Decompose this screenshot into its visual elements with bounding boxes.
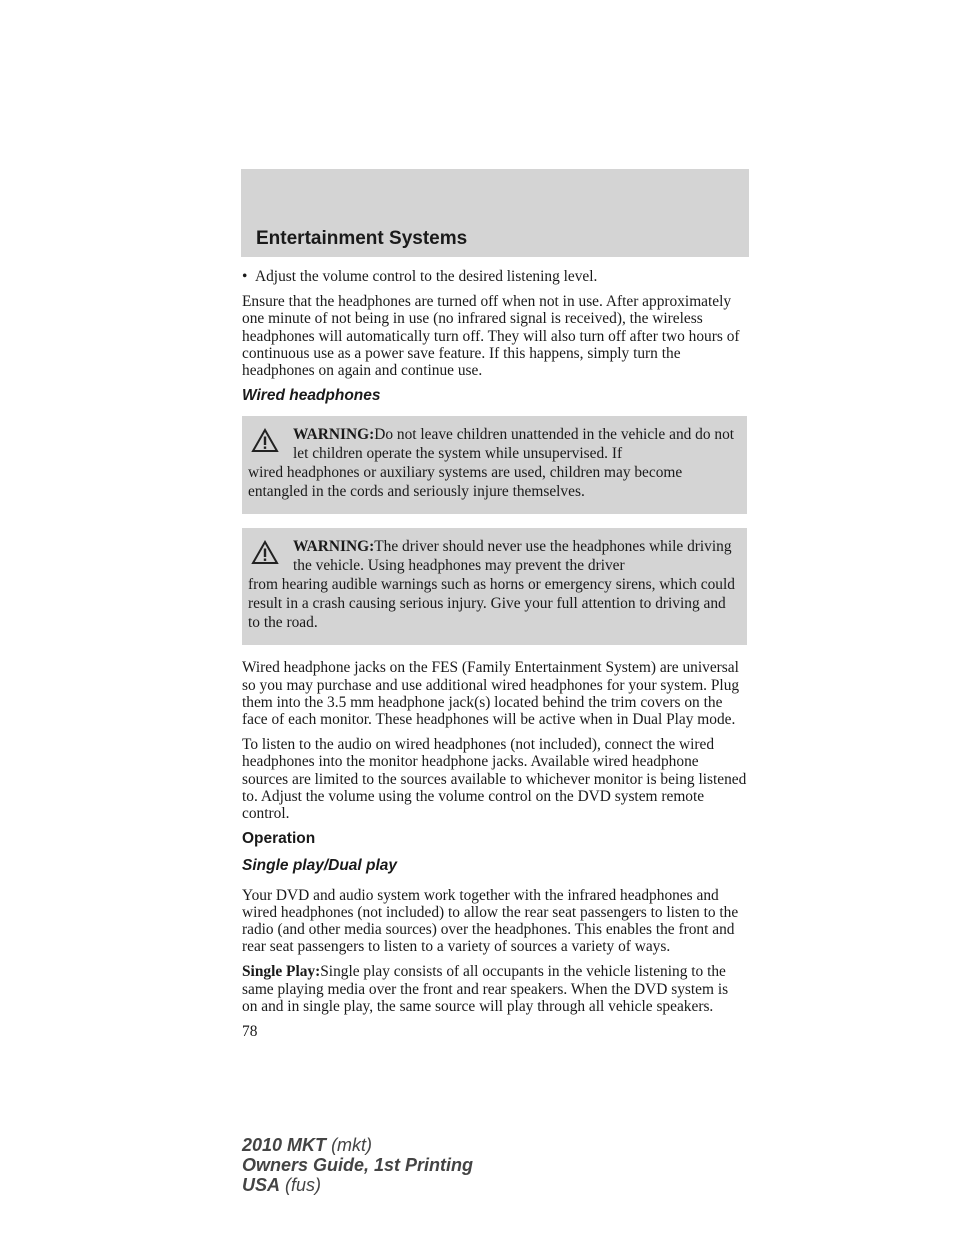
bullet-dot-icon: •	[242, 268, 248, 285]
paragraph-power-save: Ensure that the headphones are turned off when not in use. After approximately one minute of not being in use (no infrared signal is received), the wireless headphones will automatically turn off. They will also turn off after two hours of continuous use as a power save feature. If this happens, simply turn the headphones on again and continue use.	[242, 293, 740, 380]
footer-guide: Owners Guide, 1st Printing	[242, 1155, 474, 1175]
footer-model: 2010 MKT	[242, 1135, 327, 1155]
footer-model-code: (mkt)	[331, 1135, 373, 1155]
footer-region: USA	[242, 1175, 281, 1195]
paragraph-wired-jacks: Wired headphone jacks on the FES (Family Entertainment System) are universal so you may purchase and use additional wired headphones for your system. Plug them into the 3.5 mm headphone jack(s) located behind the trim covers on the face of each monitor. These headphones will be active when in Dual Play mode.	[242, 659, 740, 729]
heading-single-dual-play: Single play/Dual play	[242, 857, 398, 875]
paragraph-single-play	[242, 963, 747, 1015]
warning-box-driver	[242, 528, 747, 645]
single-play-label: Single Play:	[242, 963, 321, 981]
heading-wired-headphones: Wired headphones	[242, 387, 381, 405]
page-number: 78	[242, 1023, 258, 1041]
warning-text-start: The driver should never use the headphones while driving the vehicle. Using headphones may prevent the driver	[293, 538, 732, 575]
section-title: Entertainment Systems	[256, 228, 468, 249]
warning-triangle-icon	[251, 540, 279, 565]
heading-operation: Operation	[242, 830, 316, 848]
warning-first-lines	[248, 537, 741, 575]
warning-label: WARNING:	[293, 426, 375, 444]
bullet-item	[242, 268, 747, 285]
warning-text-rest: wired headphones or auxiliary systems are used, children may become entangled in the cords and seriously injure themselves.	[248, 464, 683, 501]
warning-first-lines	[248, 425, 741, 463]
paragraph-dvd-audio: Your DVD and audio system work together with the infrared headphones and wired headphones (not included) to allow the rear seat passengers to listen to the radio (and other media sources) over the headphones. This enables the front and rear seat passengers to listen to a variety of sources a variety of ways.	[242, 886, 739, 956]
footer-line-model	[242, 1135, 473, 1155]
footer-line-region	[242, 1175, 473, 1195]
page-content	[242, 268, 747, 1040]
warning-text-rest: from hearing audible warnings such as horns or emergency sirens, which could result in a crash causing serious injury. Give your full attention to driving and to the road.	[248, 576, 735, 632]
warning-text-start: Do not leave children unattended in the vehicle and do not let children operate the system while unsupervised. If	[293, 426, 735, 463]
warning-label: WARNING:	[293, 538, 375, 556]
bullet-text: Adjust the volume control to the desired listening level.	[255, 268, 598, 285]
warning-triangle-icon	[251, 428, 279, 453]
paragraph-listen-wired: To listen to the audio on wired headphones (not included), connect the wired headphones into the monitor headphone jacks. Available wired headphone sources are limited to the sources available to whichever monitor is being listened to. Adjust the volume using the volume control on the DVD system remote control.	[242, 736, 747, 823]
single-play-text: Single play consists of all occupants in the vehicle listening to the same playing media over the front and rear speakers. When the DVD system is on and in single play, the same source will play through all vehicle speakers.	[242, 963, 729, 1015]
warning-box-children	[242, 416, 747, 514]
footer-region-code: (fus)	[285, 1175, 322, 1195]
print-footer	[242, 1135, 473, 1195]
